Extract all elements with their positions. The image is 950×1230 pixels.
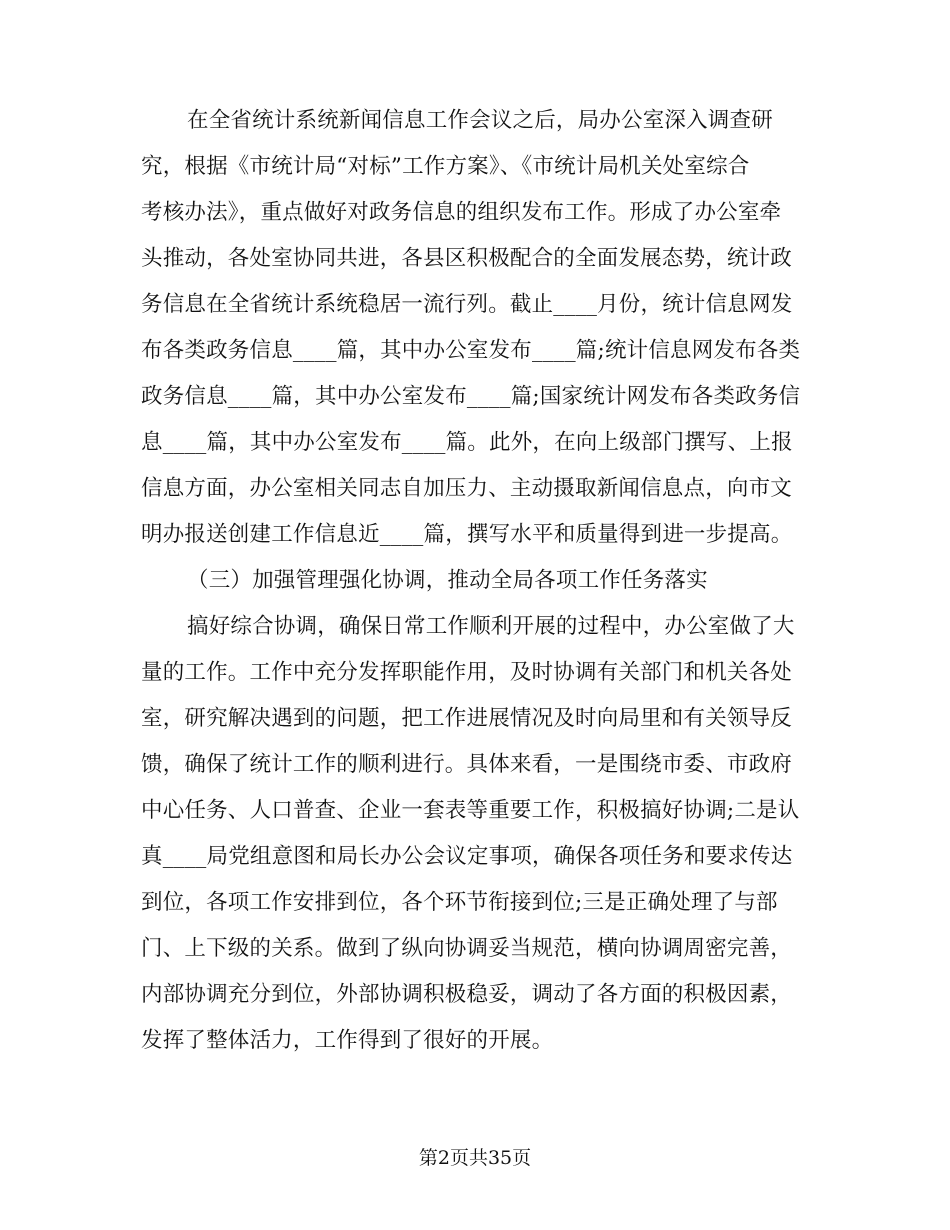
paragraph-line: 考核办法》，重点做好对政务信息的组织发布工作。形成了办公室牵 — [141, 200, 782, 225]
paragraph-line: 馈，确保了统计工作的顺利进行。具体来看，一是围绕市委、市政府 — [141, 752, 793, 777]
paragraph-line: 室，研究解决遇到的问题，把工作进展情况及时向局里和有关领导反 — [141, 706, 793, 731]
paragraph-line: 到位，各项工作安排到位，各个环节衔接到位;三是正确处理了与部 — [141, 890, 778, 915]
paragraph-line: 信息方面，办公室相关同志自加压力、主动摄取新闻信息点，向市文 — [141, 476, 793, 501]
paragraph-line: 政务信息____篇，其中办公室发布____篇;国家统计网发布各类政务信 — [141, 384, 801, 409]
page-number: 第2页共35页 — [418, 1147, 532, 1169]
paragraph-line: 究，根据《市统计局“对标”工作方案》、《市统计局机关处室综合 — [141, 154, 750, 179]
paragraph-line: 务信息在全省统计系统稳居一流行列。截止____月份，统计信息网发 — [141, 292, 793, 317]
document-body — [141, 98, 831, 1064]
paragraph-line: 量的工作。工作中充分发挥职能作用，及时协调有关部门和机关各处 — [141, 660, 793, 685]
paragraph-line: 息____篇，其中办公室发布____篇。此外，在向上级部门撰写、上报 — [141, 430, 793, 455]
section-heading: （三）加强管理强化协调，推动全局各项工作任务落实 — [187, 568, 708, 593]
paragraph-line: 门、上下级的关系。做到了纵向协调妥当规范，横向协调周密完善， — [141, 936, 793, 961]
paragraph-line: 在全省统计系统新闻信息工作会议之后，局办公室深入调查研 — [187, 108, 773, 133]
paragraph-line: 明办报送创建工作信息近____篇，撰写水平和质量得到进一步提高。 — [141, 522, 793, 547]
paragraph-line: 头推动，各处室协同共进，各县区积极配合的全面发展态势，统计政 — [141, 246, 793, 271]
paragraph-line: 搞好综合协调，确保日常工作顺利开展的过程中，办公室做了大 — [187, 614, 795, 639]
paragraph-line: 发挥了整体活力，工作得到了很好的开展。 — [141, 1028, 554, 1053]
paragraph-line: 布各类政务信息____篇，其中办公室发布____篇;统计信息网发布各类 — [141, 338, 801, 363]
paragraph-line: 真____局党组意图和局长办公会议定事项，确保各项任务和要求传达 — [141, 844, 793, 869]
paragraph-line: 内部协调充分到位，外部协调积极稳妥，调动了各方面的积极因素， — [141, 982, 793, 1007]
paragraph-line: 中心任务、人口普查、企业一套表等重要工作，积极搞好协调;二是认 — [141, 798, 800, 823]
